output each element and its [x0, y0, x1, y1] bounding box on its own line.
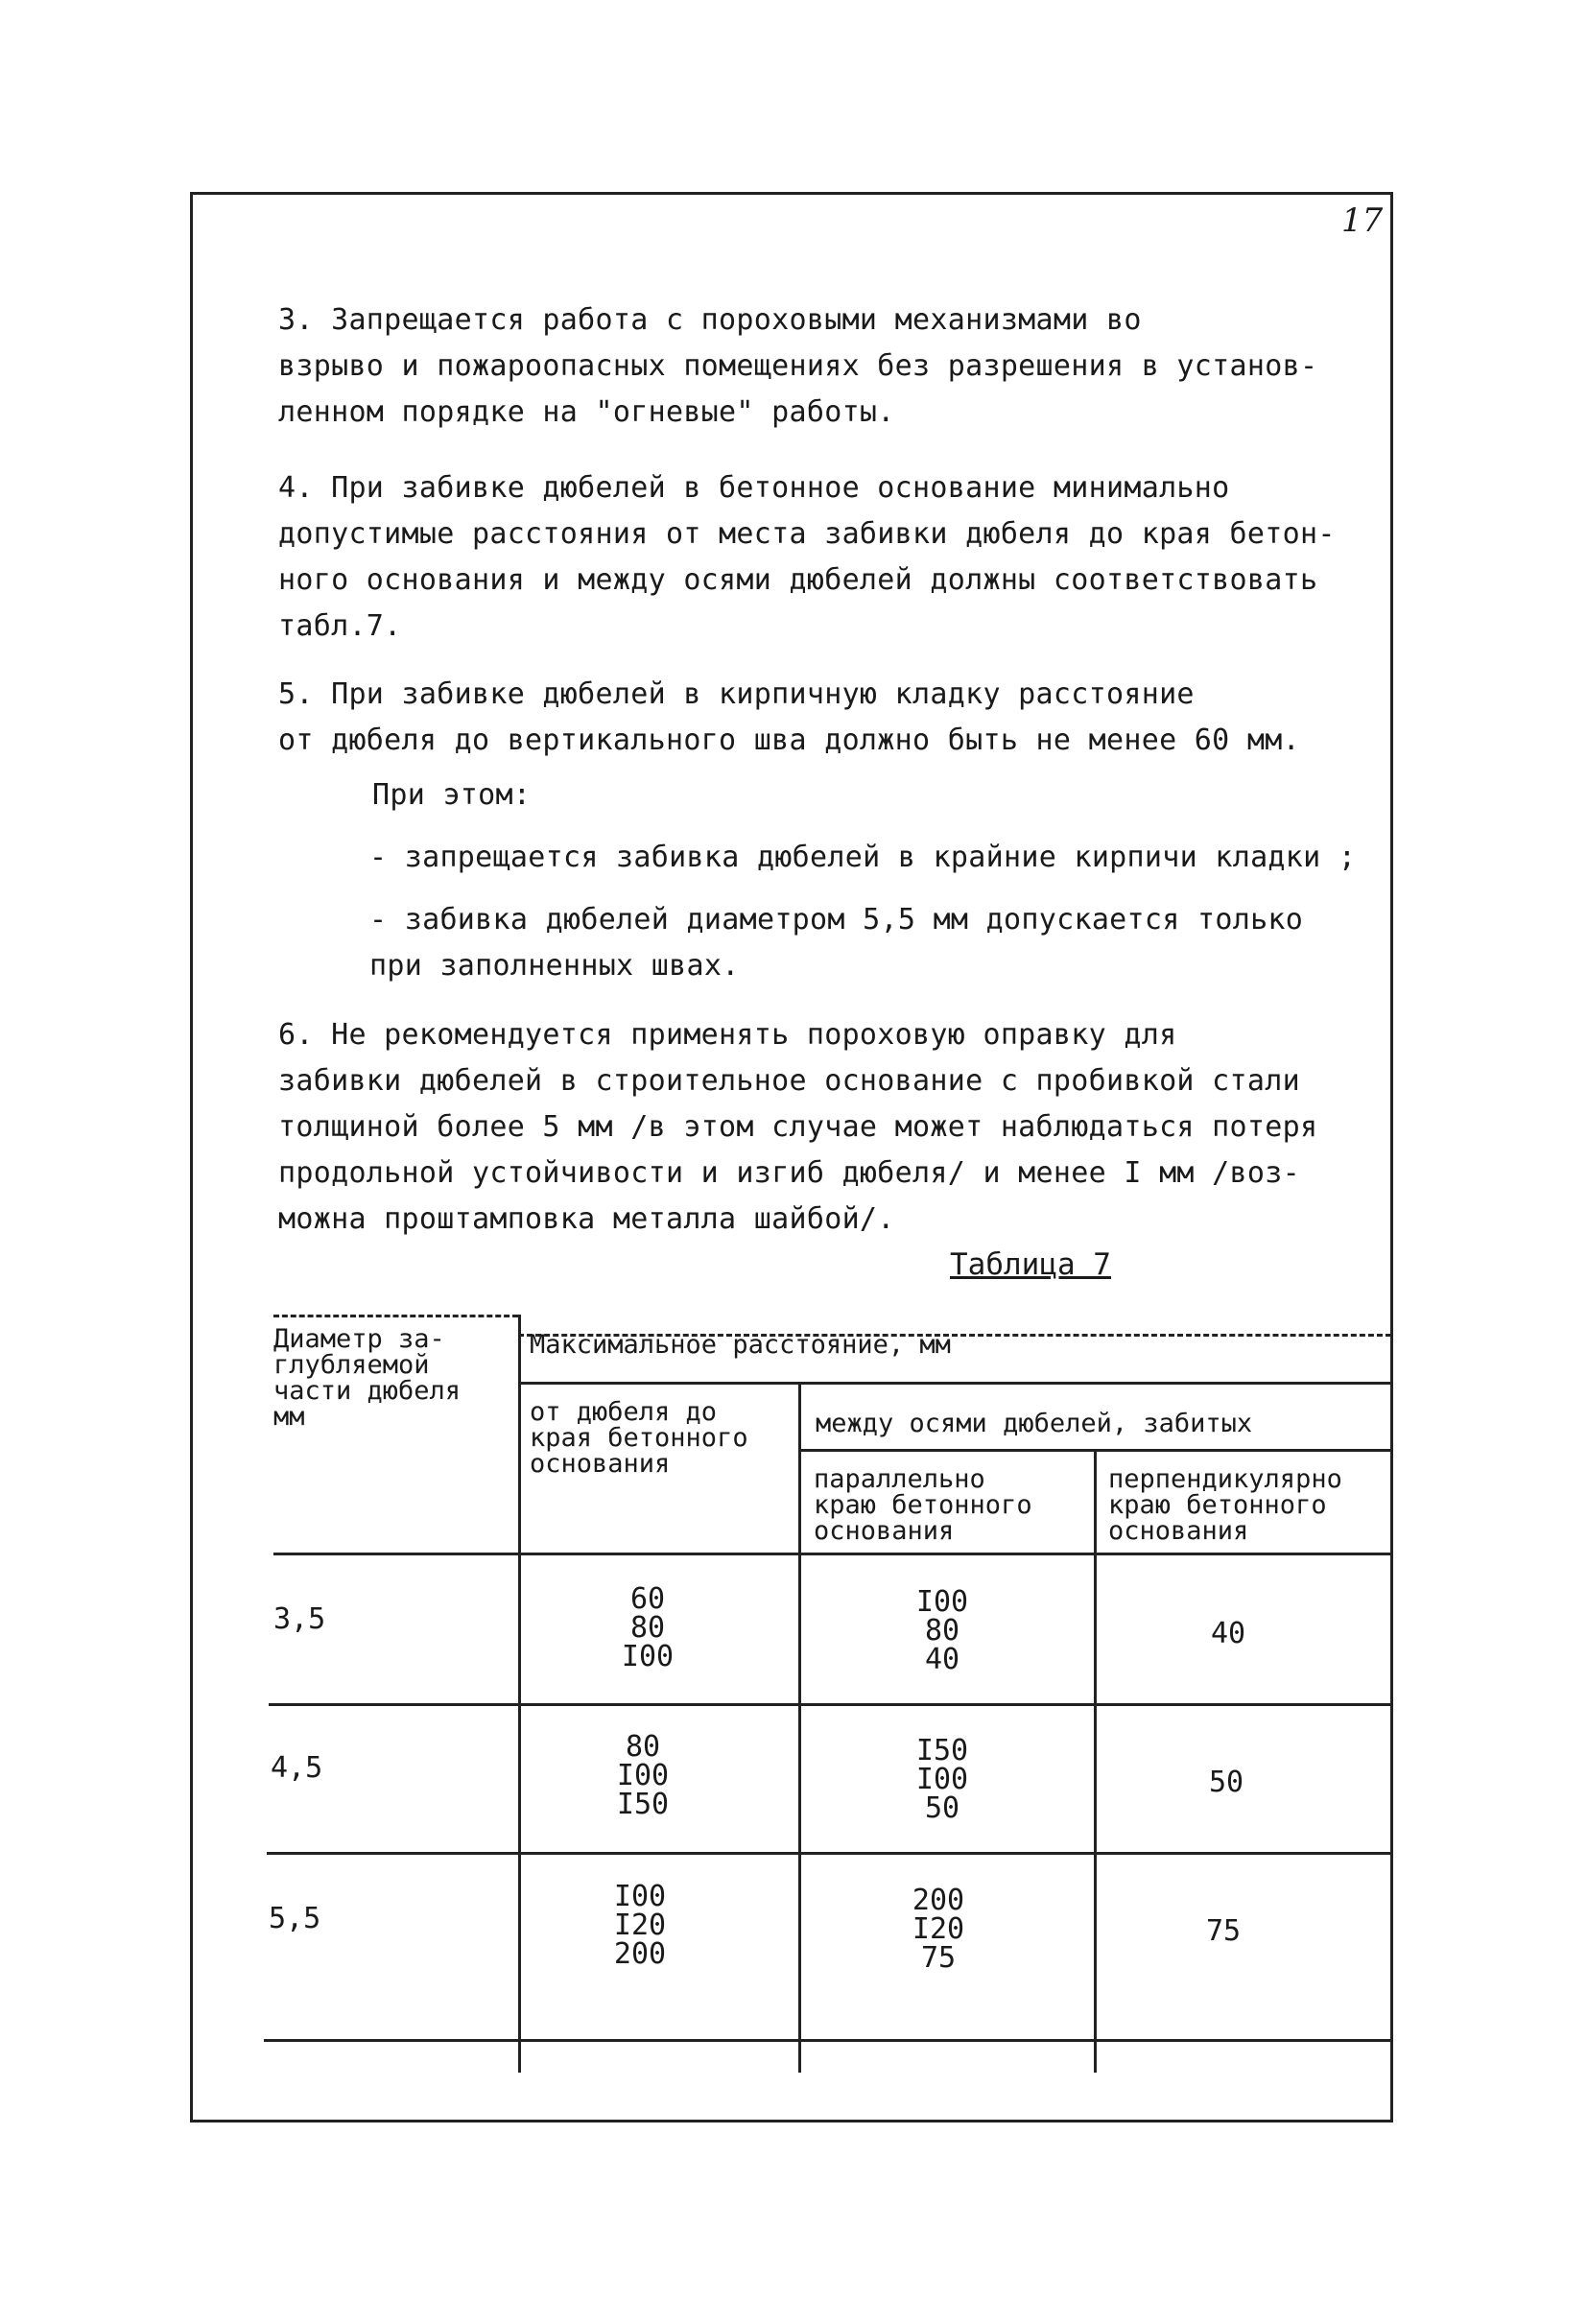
column-divider-1 — [518, 1315, 521, 2073]
header-to-edge: от дюбеля до края бетонного основания — [530, 1397, 748, 1479]
header-diameter: Диаметр за- глубляемой части дюбеля мм — [273, 1324, 462, 1432]
header-line-max — [520, 1382, 1391, 1385]
row-parallel-values: 200 I20 75 — [912, 1884, 965, 1975]
row-diameter: 3,5 — [273, 1602, 326, 1636]
row-diameter: 5,5 — [269, 1902, 321, 1935]
bullet-1: - запрещается забивка дюбелей в крайние кирпичи кладки ; — [369, 841, 1357, 874]
table-caption: Таблица 7 — [950, 1247, 1111, 1282]
row-diameter: 4,5 — [271, 1751, 323, 1785]
data-table — [259, 1315, 1391, 2073]
row-perpendicular-value: 40 — [1210, 1617, 1246, 1650]
header-max-distance: Максимальное расстояние, мм — [530, 1330, 951, 1360]
header-between-axes: между осями дюбелей, забитых — [816, 1409, 1253, 1438]
paragraph-4: 4. При забивке дюбелей в бетонное основание минимально допустимые расстояния от места забивки дюбеля до края бетон- ного основания и между осями дюбелей должны соответствовать табл.7. — [278, 471, 1336, 643]
row-parallel-values: I50 I00 50 — [915, 1734, 969, 1825]
paragraph-note-intro: При этом: — [372, 778, 532, 812]
page-number: 17 — [1341, 202, 1384, 240]
row-separator-1 — [269, 1703, 1391, 1706]
header-perpendicular: перпендикулярно краю бетонного основания — [1108, 1464, 1342, 1546]
row-perpendicular-value: 50 — [1208, 1766, 1244, 1799]
bullet-2: - забивка дюбелей диаметром 5,5 мм допускается только при заполненных швах. — [369, 903, 1304, 983]
paragraph-3: 3. Запрещается работа с пороховыми механизмами во взрыво и пожароопасных помещениях без разрешения в установ- ленном порядке на "огневые" работы. — [278, 303, 1318, 429]
row-perpendicular-value: 75 — [1205, 1914, 1242, 1948]
row-parallel-values: I00 80 40 — [915, 1585, 969, 1676]
header-parallel: параллельно краю бетонного основания — [814, 1464, 1032, 1546]
table-top-left-line — [273, 1315, 518, 1317]
row-to-edge-values: I00 I20 200 — [613, 1880, 667, 1971]
row-separator-3 — [264, 2039, 1391, 2042]
paragraph-5: 5. При забивке дюбелей в кирпичную кладку расстояние от дюбеля до вертикального шва должно быть не менее 60 мм. — [278, 677, 1300, 757]
header-bottom-line — [273, 1553, 1391, 1555]
column-divider-2 — [798, 1382, 801, 2073]
row-separator-2 — [267, 1852, 1391, 1855]
row-to-edge-values: 80 I00 I50 — [616, 1730, 670, 1821]
row-to-edge-values: 60 80 I00 — [621, 1582, 675, 1673]
column-divider-3 — [1094, 1449, 1097, 2073]
paragraph-6: 6. Не рекомендуется применять пороховую оправку для забивки дюбелей в строительное основание с пробивкой стали толщиной более 5 мм /в этом случае может наблюдаться потеря продольной устойчивости и изгиб дюбеля/ и менее I мм /воз- можна проштамповка металла шайбой/. — [278, 1018, 1318, 1236]
